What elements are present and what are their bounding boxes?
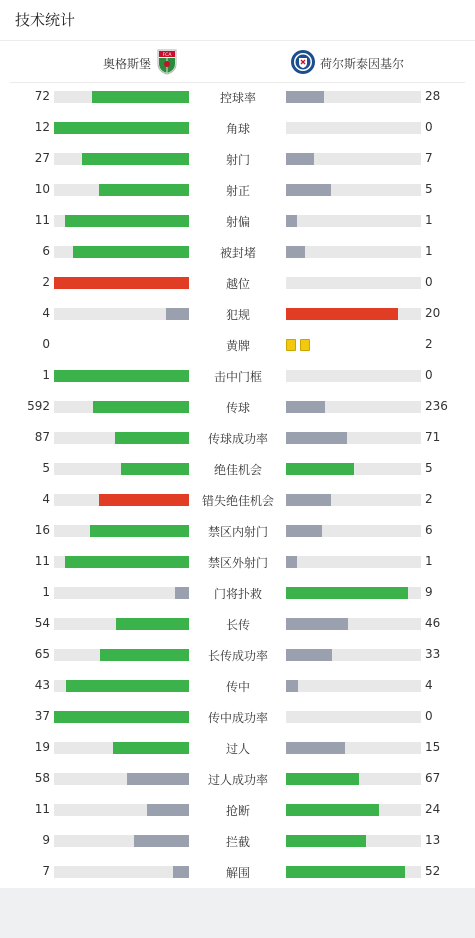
home-stat-bar-fill: [73, 246, 189, 258]
stat-label: 绝佳机会: [213, 463, 262, 477]
home-stat-bar-fill: [54, 711, 189, 723]
away-stat-bar-fill: [286, 773, 359, 785]
away-team-name: 荷尔斯泰因基尔: [320, 57, 405, 71]
stat-row: [0, 174, 475, 205]
away-stat-value: 7: [425, 151, 433, 165]
stat-label: 门将扑救: [213, 587, 262, 601]
stat-row: [0, 732, 475, 763]
home-stat-bar: [54, 773, 189, 785]
home-stat-value: 6: [42, 244, 50, 258]
home-stat-bar: [54, 525, 189, 537]
header-divider: [0, 40, 475, 41]
home-stat-bar: [54, 308, 189, 320]
home-stat-bar-fill: [65, 556, 189, 568]
away-stat-bar-fill: [286, 804, 379, 816]
stat-label: 抢断: [225, 804, 250, 818]
stat-row: [0, 236, 475, 267]
away-stat-bar-fill: [286, 525, 322, 537]
home-stat-bar-fill: [92, 91, 189, 103]
home-stat-bar-fill: [100, 649, 189, 661]
stat-label: 禁区内射门: [207, 525, 268, 539]
away-stat-bar-fill: [286, 432, 347, 444]
home-stat-value: 5: [42, 461, 50, 475]
stat-row: [0, 205, 475, 236]
away-stat-value: 46: [425, 616, 441, 630]
home-stat-bar-fill: [90, 525, 189, 537]
holstein-kiel-crest-icon: [290, 49, 316, 78]
home-stat-bar-fill: [115, 432, 189, 444]
away-stat-value: 0: [425, 275, 433, 289]
svg-text:FCA: FCA: [162, 53, 172, 58]
away-stat-value: 67: [425, 771, 441, 785]
away-stat-bar: [286, 308, 421, 320]
stat-row: [0, 360, 475, 391]
away-stat-value: 4: [425, 678, 433, 692]
away-stat-bar: [286, 277, 421, 289]
away-stat-value: 1: [425, 244, 433, 258]
home-stat-value: 27: [34, 151, 50, 165]
stat-label: 被封堵: [219, 246, 256, 260]
stat-label: 传中成功率: [207, 711, 268, 725]
away-stat-bar: [286, 525, 421, 537]
away-stat-value: 52: [425, 864, 441, 878]
home-stat-bar-fill: [99, 494, 189, 506]
away-stat-value: 0: [425, 709, 433, 723]
away-stat-bar: [286, 649, 421, 661]
away-stat-value: 71: [425, 430, 441, 444]
away-stat-value: 236: [425, 399, 448, 413]
page-title: 技术统计: [15, 11, 76, 29]
home-stat-bar: [54, 184, 189, 196]
away-stat-value: 2: [425, 492, 433, 506]
away-stat-bar-fill: [286, 215, 297, 227]
home-stat-value: 16: [34, 523, 50, 537]
home-stat-value: 1: [42, 585, 50, 599]
home-stat-bar: [54, 153, 189, 165]
stat-row: [0, 763, 475, 794]
home-stat-value: 592: [27, 399, 50, 413]
stat-row: [0, 329, 475, 360]
away-stat-bar: [286, 618, 421, 630]
stat-row: [0, 670, 475, 701]
stat-label: 射偏: [225, 215, 250, 229]
home-stat-bar: [54, 680, 189, 692]
home-stat-value: 10: [34, 182, 50, 196]
stat-label: 射正: [225, 184, 250, 198]
home-stat-bar: [54, 370, 189, 382]
stat-label: 长传: [225, 618, 250, 632]
stat-label: 射门: [225, 153, 250, 167]
home-stat-bar: [54, 866, 189, 878]
away-stat-bar: [286, 246, 421, 258]
away-stat-bar: [286, 866, 421, 878]
away-stat-bar-fill: [286, 401, 325, 413]
home-stat-bar-fill: [173, 866, 189, 878]
away-stat-bar: [286, 215, 421, 227]
away-stat-value: 28: [425, 89, 441, 103]
away-stat-bar: [286, 184, 421, 196]
home-stat-value: 4: [42, 492, 50, 506]
stat-row: [0, 391, 475, 422]
stat-row: [0, 143, 475, 174]
home-stat-value: 43: [34, 678, 50, 692]
away-stat-bar-fill: [286, 587, 408, 599]
home-stat-bar-fill: [54, 370, 189, 382]
home-stat-bar-fill: [175, 587, 189, 599]
home-stat-bar-fill: [113, 742, 189, 754]
away-stat-bar: [286, 153, 421, 165]
home-stat-value: 65: [34, 647, 50, 661]
stat-label: 黄牌: [225, 339, 250, 353]
home-stat-bar: [54, 587, 189, 599]
away-stat-bar-fill: [286, 866, 405, 878]
away-stat-bar-fill: [286, 153, 314, 165]
stat-row: [0, 856, 475, 887]
away-stat-bar: [286, 742, 421, 754]
away-stat-bar: [286, 680, 421, 692]
home-stat-value: 7: [42, 864, 50, 878]
home-stat-bar-fill: [116, 618, 189, 630]
augsburg-crest-icon: [157, 49, 177, 78]
home-stat-bar: [54, 556, 189, 568]
home-stat-value: 0: [42, 337, 50, 351]
away-stat-value: 1: [425, 213, 433, 227]
away-stat-value: 24: [425, 802, 441, 816]
stat-row: [0, 81, 475, 112]
away-stat-bar: [286, 122, 421, 134]
stat-label: 控球率: [219, 91, 256, 105]
stat-label: 拦截: [225, 835, 250, 849]
home-stat-bar-fill: [54, 277, 189, 289]
home-stat-bar: [54, 215, 189, 227]
stat-label: 越位: [225, 277, 250, 291]
stat-row: [0, 422, 475, 453]
away-stat-bar-fill: [286, 494, 331, 506]
home-stat-value: 2: [42, 275, 50, 289]
home-stat-bar: [54, 618, 189, 630]
stat-row: [0, 577, 475, 608]
away-stat-bar: [286, 401, 421, 413]
home-stat-bar: [54, 463, 189, 475]
home-stat-bar: [54, 91, 189, 103]
stat-label: 传球成功率: [207, 432, 268, 446]
home-stat-bar: [54, 804, 189, 816]
home-stat-bar-fill: [166, 308, 189, 320]
stat-label: 禁区外射门: [207, 556, 268, 570]
home-stat-bar: [54, 742, 189, 754]
home-stat-bar: [54, 649, 189, 661]
home-team[interactable]: [103, 49, 177, 78]
stat-row: [0, 701, 475, 732]
home-stat-bar: [54, 432, 189, 444]
home-stat-bar-fill: [66, 680, 189, 692]
home-stat-bar-fill: [93, 401, 189, 413]
home-stat-bar-fill: [65, 215, 189, 227]
away-stat-value: 0: [425, 368, 433, 382]
away-stat-bar: [286, 494, 421, 506]
stat-row: [0, 515, 475, 546]
home-stat-value: 72: [34, 89, 50, 103]
stat-label: 过人: [225, 742, 250, 756]
home-stat-bar-fill: [99, 184, 189, 196]
away-stat-bar-fill: [286, 91, 324, 103]
away-stat-bar: [286, 432, 421, 444]
away-stat-bar-fill: [286, 680, 298, 692]
away-stat-bar: [286, 587, 421, 599]
yellow-card-icon: [286, 339, 296, 351]
home-stat-value: 1: [42, 368, 50, 382]
stat-label: 解围: [225, 866, 250, 880]
stat-label: 击中门框: [213, 370, 262, 384]
home-stat-value: 87: [34, 430, 50, 444]
away-stat-bar: [286, 91, 421, 103]
stat-row: [0, 298, 475, 329]
away-stat-bar: [286, 556, 421, 568]
stat-row: [0, 484, 475, 515]
away-stat-bar: [286, 370, 421, 382]
home-stat-bar-fill: [134, 835, 189, 847]
away-stat-value: 20: [425, 306, 441, 320]
away-stat-bar: [286, 463, 421, 475]
away-stat-value: 15: [425, 740, 441, 754]
home-stat-value: 11: [34, 554, 50, 568]
stat-row: [0, 267, 475, 298]
away-stat-value: 1: [425, 554, 433, 568]
away-team[interactable]: [290, 49, 404, 78]
home-stat-value: 12: [34, 120, 50, 134]
away-stat-bar-fill: [286, 835, 366, 847]
stat-row: [0, 794, 475, 825]
away-stat-value: 33: [425, 647, 441, 661]
stat-label: 传球: [225, 401, 250, 415]
away-stat-value: 13: [425, 833, 441, 847]
stat-row: [0, 453, 475, 484]
stat-row: [0, 825, 475, 856]
home-stat-bar: [54, 277, 189, 289]
away-stat-value: 9: [425, 585, 433, 599]
away-stat-value: 0: [425, 120, 433, 134]
away-stat-bar-fill: [286, 649, 332, 661]
away-stat-bar-fill: [286, 742, 345, 754]
away-stat-bar-fill: [286, 618, 348, 630]
home-stat-value: 58: [34, 771, 50, 785]
home-stat-bar: [54, 711, 189, 723]
home-stat-bar: [54, 122, 189, 134]
home-stat-bar-fill: [82, 153, 189, 165]
home-stat-value: 9: [42, 833, 50, 847]
stat-label: 犯规: [225, 308, 250, 322]
home-stat-bar-fill: [147, 804, 189, 816]
away-stat-bar-fill: [286, 184, 331, 196]
stat-row: [0, 608, 475, 639]
away-stat-bar-fill: [286, 246, 305, 258]
stat-label: 过人成功率: [207, 773, 268, 787]
away-stat-bar-fill: [286, 556, 297, 568]
home-stat-value: 37: [34, 709, 50, 723]
home-stat-bar: [54, 246, 189, 258]
away-stat-bar-fill: [286, 308, 398, 320]
home-stat-value: 11: [34, 213, 50, 227]
home-stat-bar: [54, 401, 189, 413]
stat-row: [0, 112, 475, 143]
away-stat-bar: [286, 835, 421, 847]
home-stat-bar-fill: [127, 773, 189, 785]
stat-label: 角球: [225, 122, 250, 136]
away-stat-bar-fill: [286, 463, 354, 475]
home-stat-value: 19: [34, 740, 50, 754]
yellow-card-icon: [300, 339, 310, 351]
teams-header: [10, 42, 465, 83]
home-stat-bar-fill: [54, 122, 189, 134]
stat-row: [0, 546, 475, 577]
away-yellow-cards: [286, 339, 310, 351]
away-stat-bar: [286, 773, 421, 785]
stat-row: [0, 639, 475, 670]
stat-label: 传中: [225, 680, 250, 694]
away-stat-value: 5: [425, 182, 433, 196]
home-stat-bar: [54, 494, 189, 506]
away-stat-bar: [286, 711, 421, 723]
home-stat-bar-fill: [121, 463, 189, 475]
home-stat-value: 54: [34, 616, 50, 630]
away-stat-value: 6: [425, 523, 433, 537]
away-stat-value: 2: [425, 337, 433, 351]
home-team-name: 奥格斯堡: [102, 57, 151, 71]
stat-label: 错失绝佳机会: [201, 494, 274, 508]
away-stat-bar: [286, 804, 421, 816]
home-stat-value: 4: [42, 306, 50, 320]
away-stat-value: 5: [425, 461, 433, 475]
stat-label: 长传成功率: [207, 649, 268, 663]
home-stat-value: 11: [34, 802, 50, 816]
home-stat-bar: [54, 835, 189, 847]
